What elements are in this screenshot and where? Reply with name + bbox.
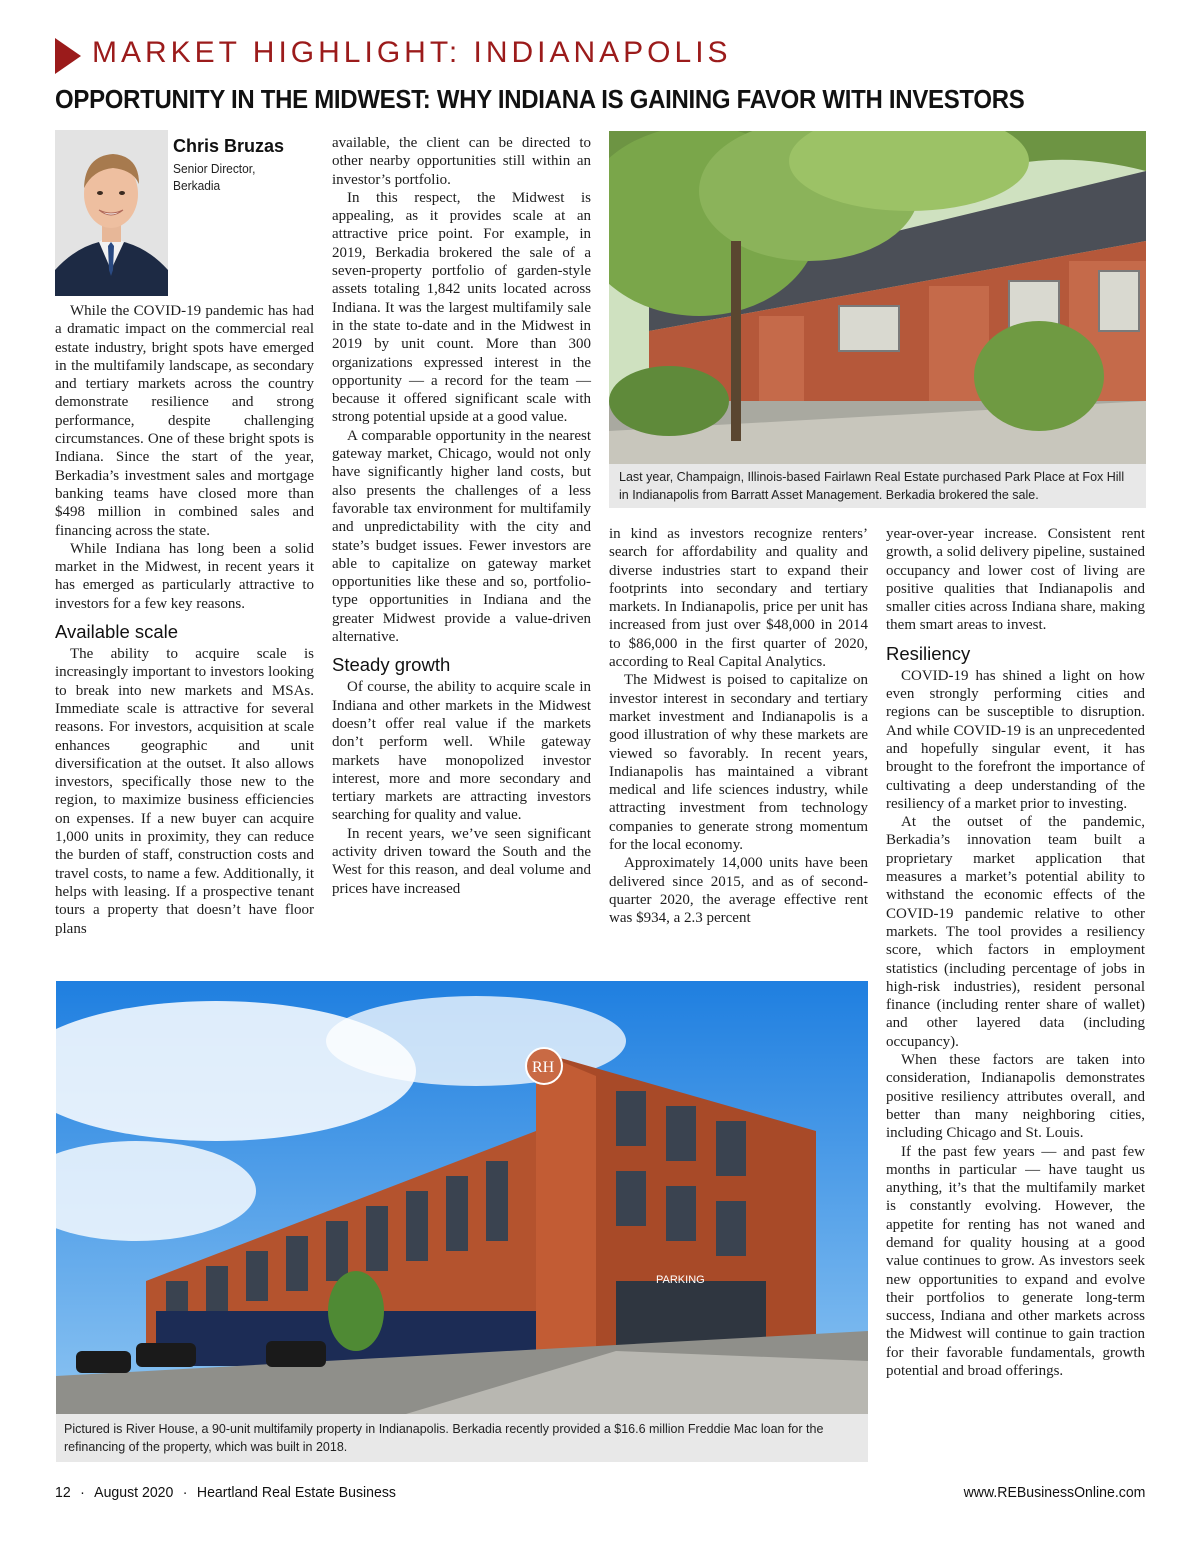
paragraph: In recent years, we’ve seen significant activity driven toward the South and the West for this reason, and deal volume and prices have increased bbox=[332, 825, 591, 897]
photo-caption-1: Last year, Champaign, Illinois-based Fairlawn Real Estate purchased Park Place at Fox Hill in Indianapolis from Barratt Asset Management. Berkadia brokered the sale. bbox=[609, 464, 1146, 508]
page-number: 12 bbox=[55, 1484, 71, 1501]
paragraph: Approximately 14,000 units have been delivered since 2015, and as of second-quarter 2020, the average effective rent was $934, a 2.3 percent bbox=[609, 855, 868, 927]
paragraph-continued: available, the client can be directed to other nearby opportunities still within an investor’s portfolio. bbox=[332, 135, 591, 188]
portrait-illustration bbox=[55, 130, 168, 296]
paragraph-continued: year-over-year increase. Consistent rent growth, a solid delivery pipeline, sustained occupancy and lower cost of living are positive qualities that Indianapolis and smaller cities across Indiana share, making them smart areas to invest. bbox=[886, 526, 1145, 634]
paragraph: If the past few years — and past few months in particular — have taught us anything, it’s that the multifamily market is constantly evolving. However, the appetite for renting has not waned and demand for quality housing at a good value continues to grow. As investors seek new opportunities to expand and evolve their portfolios to generate long-term success, Indiana and other markets across the Midwest will continue to gain traction for their favorable fundamentals, growth potential and broad offerings. bbox=[886, 1143, 1145, 1380]
publication-name: Heartland Real Estate Business bbox=[196, 1484, 396, 1501]
author-title-line: Senior Director, bbox=[173, 161, 256, 176]
photo-caption-2: Pictured is River House, a 90-unit multifamily property in Indianapolis. Berkadia recently provided a $16.6 million Freddie Mac loan for the refinancing of the property, which was built in 2018. bbox=[56, 1414, 868, 1462]
author-title bbox=[173, 160, 302, 194]
paragraph: COVID-19 has shined a light on how even strongly performing cities and regions can be susceptible to disruption. And while COVID-19 is an unprecedented and hopefully singular event, it has brought to the forefront the importance of cultivating a deep understanding of the resiliency of a market prior to investing. bbox=[886, 667, 1145, 812]
river-house-illustration bbox=[56, 981, 868, 1414]
paragraph: The Midwest is poised to capitalize on investor interest in secondary and tertiary market investment and Indianapolis is a good illustration of why these markets are viewed so favorably. In recent years, Indianapolis has maintained a vibrant medical and life sciences industry, while attracting investment from technology companies to generate strong momentum for the local economy. bbox=[609, 672, 868, 854]
parking-sign: PARKING bbox=[656, 1274, 705, 1286]
separator: · bbox=[80, 1484, 85, 1501]
author-name: Chris Bruzas bbox=[173, 136, 285, 156]
photo-river-house bbox=[56, 981, 868, 1414]
subheading-resiliency: Resiliency bbox=[886, 642, 971, 664]
paragraph: Of course, the ability to acquire scale in Indiana and other markets in the Midwest doesn’t offer real value if the markets don’t perform well. While gateway markets have monopolized investor interest, more and more secondary and tertiary markets are attracting investors searching for quality and value. bbox=[332, 679, 591, 824]
paragraph-continued: in kind as investors recognize renters’ search for affordability and quality and diverse industries start to expand their footprints into secondary and tertiary markets. In Indianapolis, price per unit has increased from just over $48,000 in 2014 to $86,000 in the first quarter of 2020, according to Real Capital Analytics. bbox=[609, 526, 868, 671]
issue-date: August 2020 bbox=[94, 1484, 174, 1501]
author-portrait bbox=[55, 130, 168, 296]
footer-website[interactable]: www.REBusinessOnline.com bbox=[963, 1484, 1145, 1501]
page-title: OPPORTUNITY IN THE MIDWEST: WHY INDIANA IS GAINING FAVOR WITH INVESTORS bbox=[55, 86, 1025, 114]
photo-park-place-apartments bbox=[609, 131, 1146, 464]
article-column-4 bbox=[886, 525, 1145, 1380]
paragraph: While the COVID-19 pandemic has had a dramatic impact on the commercial real estate industry, bright spots have emerged in the multifamily landscape, as secondary and tertiary markets across the country demonstrate resilience and strong performance, despite challenging circumstances. One of these bright spots is Indiana. Since the start of the year, Berkadia’s investment sales and mortgage banking teams have closed more than $498 million in combined sales and financing across the state. bbox=[55, 303, 314, 539]
section-kicker: MARKET HIGHLIGHT: INDIANAPOLIS bbox=[92, 36, 732, 69]
kicker-arrow-icon bbox=[55, 38, 81, 74]
paragraph: A comparable opportunity in the nearest gateway market, Chicago, would not only have significantly higher land costs, but also presents the challenges of a less favorable tax environment for multifamily and unpredictability with the city and state’s budget issues. Fewer investors are able to capitalize on gateway market opportunities like these and so, portfolio-type opportunities in Indiana and the greater Midwest provide a value-driven alternative. bbox=[332, 427, 591, 646]
building-logo-sign: RH bbox=[532, 1059, 555, 1076]
paragraph: In this respect, the Midwest is appealing, as it provides scale at an attractive price point. For example, in 2019, Berkadia brokered the sale of a seven-property portfolio of garden-style assets totaling 1,842 units located across Indiana. It was the largest multifamily sale in the state to-date and in the Midwest in 2019 by unit count. More than 300 organizations expressed interest in the opportunity — a record for the team — because it offered significant scale with strong potential upside at a good value. bbox=[332, 189, 591, 426]
author-company: Berkadia bbox=[173, 178, 221, 193]
article-column-1 bbox=[55, 302, 314, 938]
article-column-2 bbox=[332, 134, 591, 898]
paragraph: While Indiana has long been a solid market in the Midwest, in recent years it has emerged as particularly attractive to investors for a few key reasons. bbox=[55, 540, 314, 612]
subheading-available-scale: Available scale bbox=[55, 621, 179, 643]
apartments-illustration bbox=[609, 131, 1146, 464]
paragraph: At the outset of the pandemic, Berkadia’s innovation team built a proprietary market application that measures a market’s potential ability to withstand the economic effects of the COVID-19 pandemic relative to other markets. The tool provides a resiliency score, which factors in employment statistics (including percentage of jobs in high-risk industries), resident personal finance (including renter share of wallet) and other layered data (including occupancy). bbox=[886, 814, 1145, 1050]
separator: · bbox=[182, 1484, 188, 1501]
subheading-steady-growth: Steady growth bbox=[332, 654, 451, 676]
article-column-3 bbox=[609, 525, 868, 928]
footer-folio bbox=[55, 1484, 396, 1501]
paragraph: When these factors are taken into consideration, Indianapolis demonstrates positive resiliency attributes overall, and better than many neighboring cities, including Chicago and St. Louis. bbox=[886, 1052, 1145, 1142]
paragraph: The ability to acquire scale is increasingly important to investors looking to break into new markets and MSAs. Immediate scale is attractive for several reasons. For investors, acquisition at scale enhances geographic and unit diversification at the outset. It also allows investors, specifically those new to the region, to maximize business efficiencies on expenses. If a new buyer can acquire 1,000 units in proximity, they can reduce the burden of staff, construction costs and travel costs, to name a few. Additionally, it helps with leasing. If a prospective tenant tours a property that doesn’t have floor plans bbox=[55, 646, 314, 937]
